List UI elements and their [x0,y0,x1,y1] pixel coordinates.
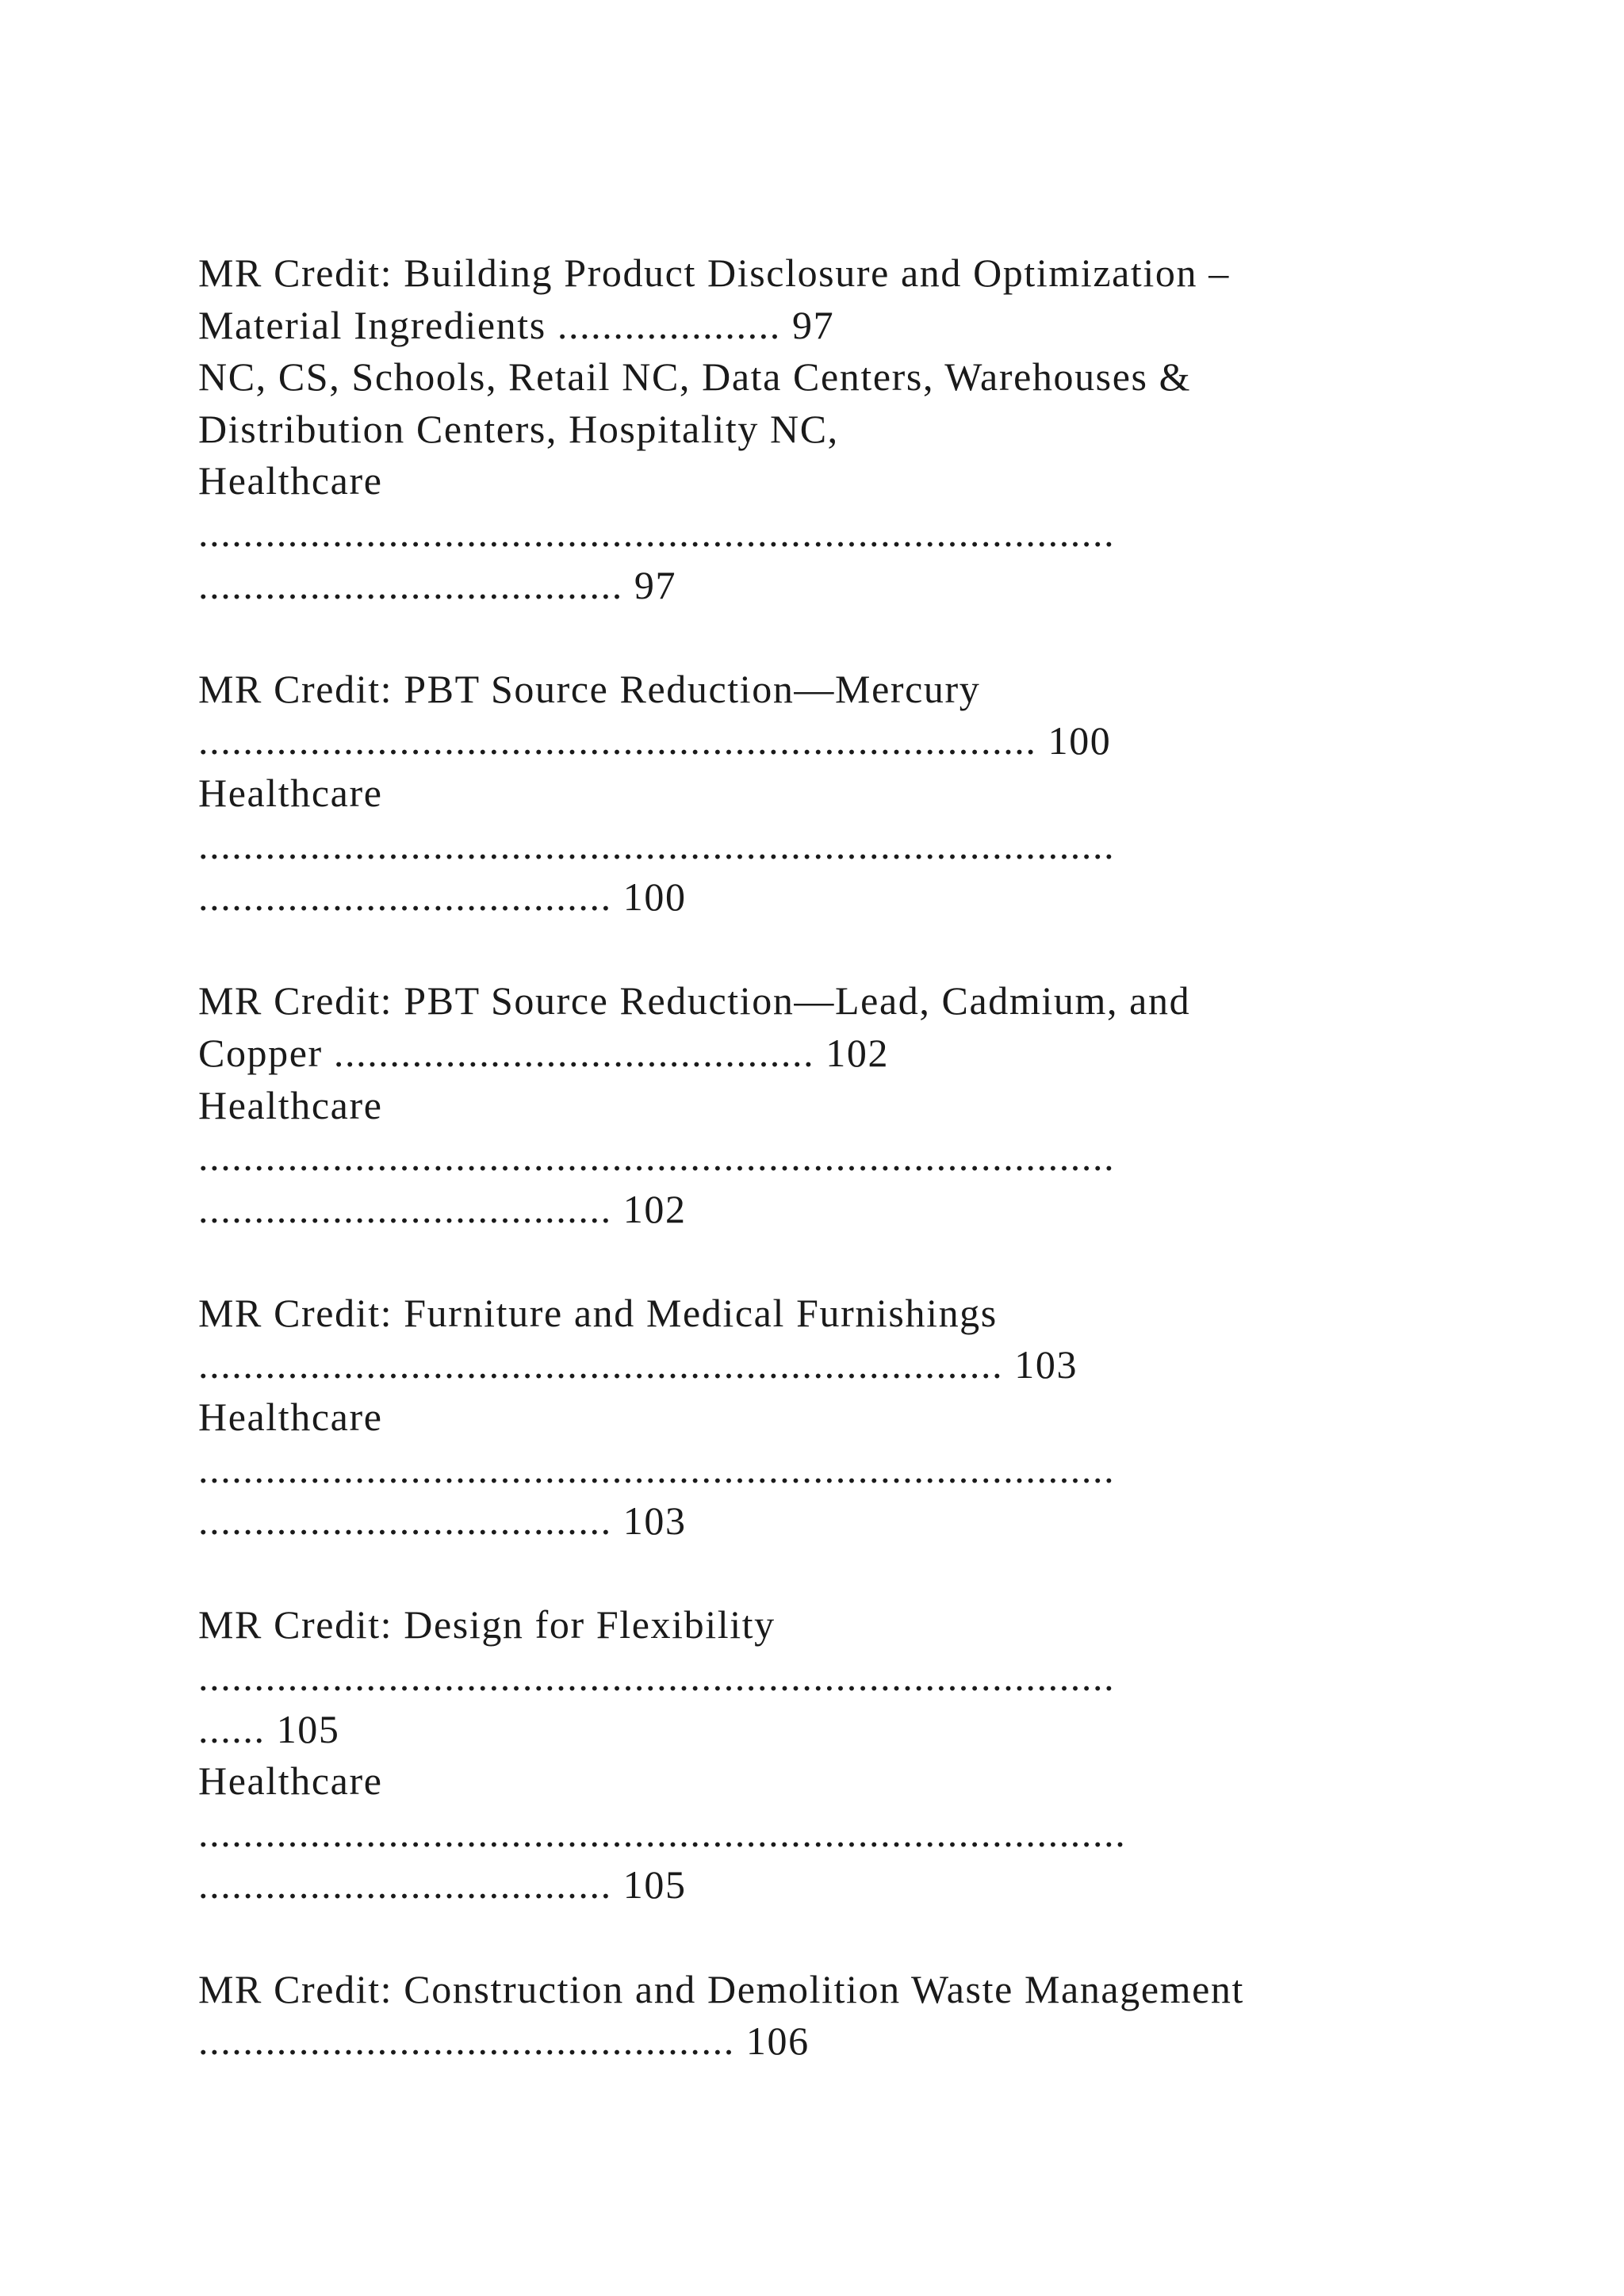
toc-entry-furniture-medical-furnishings [198,1288,1467,1548]
entry-page-line: ...... 105 [198,1706,340,1751]
entry-ratings-line: Healthcare [198,1758,383,1804]
entry-page-line: ..................................... 103 [198,1498,687,1544]
entry-leader-line: .................................................................................. [198,822,1116,867]
entry-ratings-line: Distribution Centers, Hospitality NC, [198,406,839,451]
entry-ratings-line: NC, CS, Schools, Retail NC, Data Centers, Warehouses & [198,354,1192,400]
entry-page-line: ..................................... 102 [198,1186,687,1231]
entry-leader-line: ................................................................................... [198,1810,1127,1855]
entry-title-line: MR Credit: Furniture and Medical Furnishings [198,1290,998,1335]
toc-entry-design-for-flexibility [198,1599,1467,1911]
entry-title-line: MR Credit: PBT Source Reduction—Lead, Cadmium, and [198,978,1191,1024]
entry-title-line: MR Credit: Building Product Disclosure and Optimization – [198,251,1230,295]
entry-page-line: ........................................................................... 100 [198,718,1112,763]
entry-leader-line: .................................................................................. [198,1655,1116,1700]
entry-page-line: ..................................... 105 [198,1862,687,1908]
entry-ratings-line: Healthcare [198,1395,383,1440]
entry-leader-line: .................................................................................. [198,1135,1116,1180]
entry-title-line: MR Credit: PBT Source Reduction—Mercury [198,666,981,711]
entry-page-line: ........................................................................ 103 [198,1342,1078,1387]
toc-entry-construction-demolition-waste [198,1964,1467,2068]
entry-title-line: MR Credit: Design for Flexibility [198,1602,776,1647]
entry-page-line: ..................................... 100 [198,874,687,920]
entry-leader-line: .................................................................................. [198,510,1116,555]
entry-ratings-line: Healthcare [198,458,383,503]
entry-title-line: Copper ........................................... 102 [198,1030,890,1075]
entry-ratings-line: Healthcare [198,1082,383,1127]
entry-page-line: ...................................... 97 [198,562,677,607]
entry-title-line: Material Ingredients .................... 97 [198,302,835,347]
toc-page [198,247,1467,2119]
toc-entry-pbt-mercury [198,664,1467,924]
entry-title-line: MR Credit: Construction and Demolition Waste Management [198,1966,1244,2011]
toc-entry-pbt-lead-cadmium-copper [198,975,1467,1235]
entry-ratings-line: Healthcare [198,770,383,815]
entry-page-line: ................................................ 106 [198,2019,810,2064]
toc-entry-building-product-disclosure [198,247,1467,611]
entry-leader-line: .................................................................................. [198,1446,1116,1491]
